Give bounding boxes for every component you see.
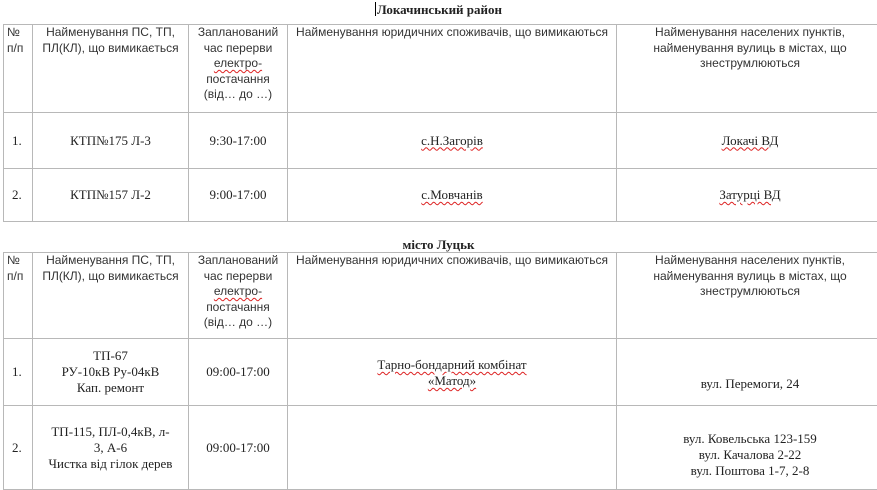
row-time: 09:00-17:00: [189, 406, 288, 490]
table-row: [4, 113, 877, 169]
table-row: [4, 169, 877, 222]
row-consumer: [288, 339, 617, 406]
row-time: 9:30-17:00: [189, 113, 288, 169]
row-num: 2.: [4, 406, 33, 490]
header-time: [189, 25, 288, 113]
row-settlement-text: Затурці ВД: [719, 187, 781, 202]
header-consumers: Найменування юридичних споживачів, що вимикаються: [288, 253, 617, 339]
row-settlement: [617, 113, 877, 169]
row-ps-line: ТП-67: [93, 348, 128, 363]
row-ps-line: ТП-115, ПЛ-0,4кВ, л-: [51, 423, 170, 439]
row-ps-line: РУ-10кВ Ру-04кВ: [61, 364, 160, 379]
row-consumer-line: Тарно-бондарний комбінат: [377, 357, 527, 372]
row-ps-line: Кап. ремонт: [76, 380, 145, 395]
header-time-line2: час перерви: [203, 268, 273, 283]
row-consumer: [288, 169, 617, 222]
section-title-lokachi: Локачинський район: [376, 2, 503, 17]
row-settlement: [617, 169, 877, 222]
outage-table-lutsk: [3, 252, 877, 490]
text-cursor: [375, 2, 376, 16]
header-settlements: Найменування населених пунктів, найменування вулиць в містах, що знеструмлюються: [617, 25, 877, 113]
row-num: 1.: [4, 339, 33, 406]
row-consumer-line: «Матод»: [427, 373, 477, 388]
header-num: № п/п: [4, 25, 33, 113]
row-num: 2.: [4, 169, 33, 222]
header-time-line3: електро-: [213, 56, 263, 70]
row-consumer: [288, 113, 617, 169]
header-settlements: Найменування населених пунктів, найменування вулиць в містах, що знеструмлюються: [617, 253, 877, 339]
row-settlement-line: вул. Перемоги, 24: [700, 376, 800, 391]
row-ps: [33, 339, 189, 406]
header-time: [189, 253, 288, 339]
row-time: 9:00-17:00: [189, 169, 288, 222]
outage-table-lokachi: [3, 24, 877, 222]
header-time-line4: постачання: [206, 299, 270, 314]
row-ps: [33, 406, 189, 490]
row-consumer: [288, 406, 617, 490]
header-consumers: Найменування юридичних споживачів, що вимикаються: [288, 25, 617, 113]
row-num: 1.: [4, 113, 33, 169]
table-row: [4, 339, 877, 406]
row-settlement-text: Локачі ВД: [721, 132, 779, 148]
header-time-line5: (від… до …): [203, 315, 273, 329]
header-ps: Найменування ПС, ТП, ПЛ(КЛ), що вимикається: [33, 25, 189, 113]
row-settlement: [617, 406, 877, 490]
row-settlement: [617, 339, 877, 406]
section-title-lutsk: місто Луцьк: [402, 237, 475, 252]
row-settlement-line: вул. Ковельська 123-159: [683, 431, 817, 446]
row-settlement-line: вул. Поштова 1-7, 2-8: [690, 463, 810, 478]
row-time: 09:00-17:00: [189, 339, 288, 406]
table-header-row: [4, 253, 877, 339]
header-ps: Найменування ПС, ТП, ПЛ(КЛ), що вимикається: [33, 253, 189, 339]
header-time-line1: Запланований: [197, 25, 279, 39]
row-settlement-line: вул. Качалова 2-22: [698, 447, 802, 462]
header-num: № п/п: [4, 253, 33, 339]
header-time-line5: (від… до …): [203, 87, 273, 101]
row-ps: КТП№175 Л-3: [33, 113, 189, 169]
row-ps-line: 3, А-6: [93, 439, 128, 455]
header-time-line4: постачання: [206, 71, 270, 86]
row-ps-line: Чистка від гілок дерев: [48, 455, 173, 471]
header-time-line3: електро-: [213, 284, 263, 298]
row-consumer-text: с.Н.Загорів: [421, 132, 483, 148]
table-header-row: [4, 25, 877, 113]
header-time-line1: Запланований: [197, 253, 279, 267]
table-row: [4, 406, 877, 490]
row-consumer-text: с.Мовчанів: [421, 187, 483, 202]
header-time-line2: час перерви: [203, 40, 273, 55]
row-ps: КТП№157 Л-2: [33, 169, 189, 222]
